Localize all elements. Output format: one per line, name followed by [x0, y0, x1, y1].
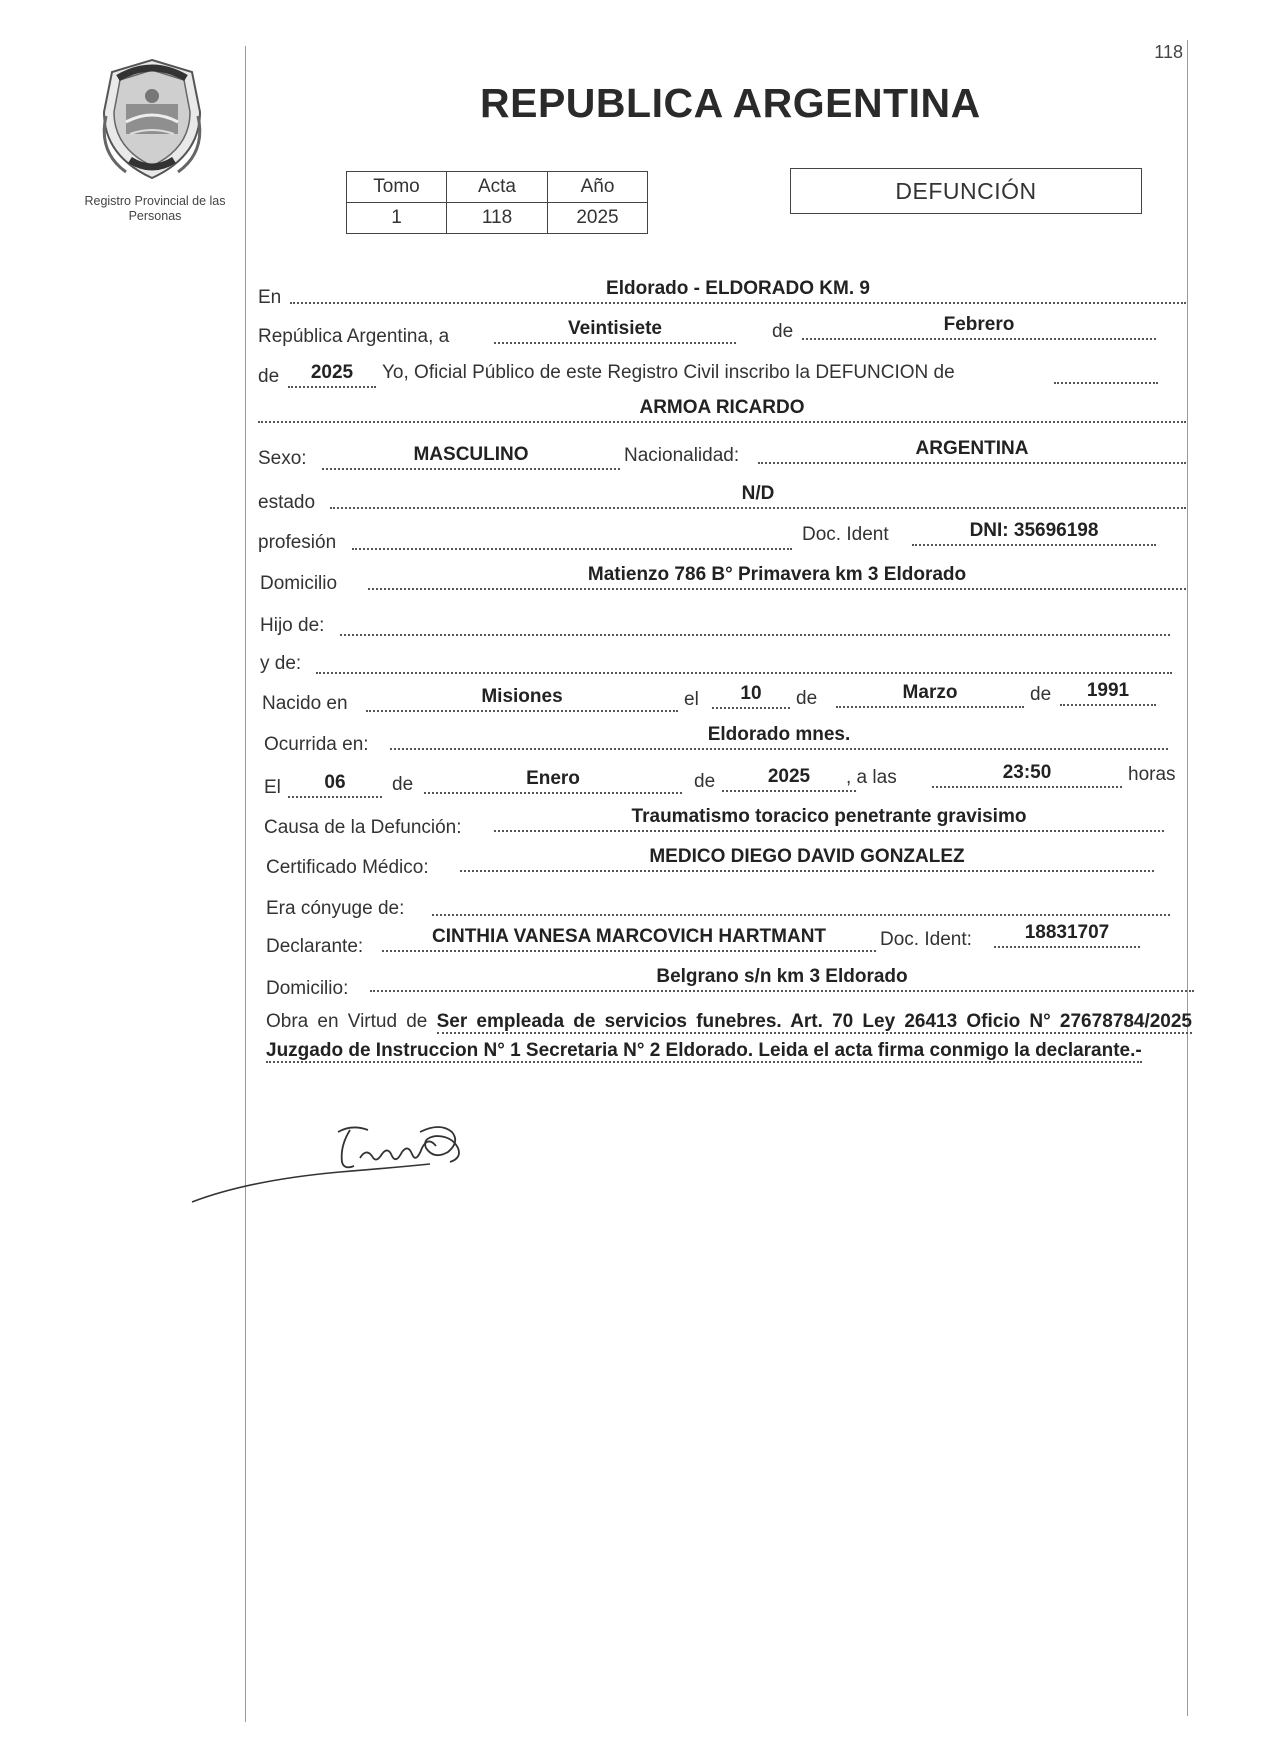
field-fallec-dia: 06 — [288, 772, 382, 798]
label-de-3: de — [796, 688, 818, 709]
label-obra-en-virtud: Obra en Virtud de — [266, 1011, 428, 1032]
signature-icon — [190, 1118, 510, 1214]
left-margin-line — [245, 46, 246, 1722]
header-anio: Año — [548, 172, 648, 203]
label-nacido-en: Nacido en — [262, 693, 348, 714]
field-dia-letras: Veintisiete — [494, 318, 736, 344]
field-doc-ident: DNI: 35696198 — [912, 520, 1156, 546]
field-nombre: ARMOA RICARDO — [258, 397, 1186, 423]
record-table-header-row — [347, 172, 648, 203]
field-causa: Traumatismo toracico penetrante gravisimo — [494, 806, 1164, 832]
label-yo-oficial: Yo, Oficial Público de este Registro Civil inscribo la DEFUNCION de — [382, 362, 955, 383]
label-republica: República Argentina, a — [258, 326, 450, 347]
value-tomo: 1 — [347, 203, 447, 234]
field-domicilio: Matienzo 786 B° Primavera km 3 Eldorado — [368, 564, 1186, 590]
header-tomo: Tomo — [347, 172, 447, 203]
field-fallec-anio: 2025 — [722, 766, 856, 792]
field-hijo-de — [340, 610, 1170, 636]
label-hijo-de: Hijo de: — [260, 615, 325, 636]
provincial-seal-icon — [96, 56, 208, 182]
label-doc-ident: Doc. Ident — [802, 524, 889, 545]
value-anio: 2025 — [548, 203, 648, 234]
label-de-2: de — [258, 366, 280, 387]
field-nacido-en: Misiones — [366, 686, 678, 712]
field-declarante-domicilio: Belgrano s/n km 3 Eldorado — [370, 966, 1194, 992]
field-certificado: MEDICO DIEGO DAVID GONZALEZ — [460, 846, 1154, 872]
label-de-6: de — [694, 771, 716, 792]
label-ocurrida-en: Ocurrida en: — [264, 734, 369, 755]
field-obra-en-virtud: Ser empleada de servicios funebres. Art. 70 Ley 26413 Oficio N° 27678784/2025 Juzgado de Instruccion N° 1 Secretaria N° 2 Eldorado. Leida el acta firma conmigo la declarante.- — [266, 1011, 1193, 1061]
field-nacido-mes: Marzo — [836, 682, 1024, 708]
label-certificado: Certificado Médico: — [266, 857, 429, 878]
label-domicilio-2: Domicilio: — [266, 978, 349, 999]
field-nacido-anio: 1991 — [1060, 680, 1156, 706]
label-causa: Causa de la Defunción: — [264, 817, 462, 838]
field-nacido-dia: 10 — [712, 683, 790, 709]
field-lugar: Eldorado - ELDORADO KM. 9 — [290, 278, 1186, 304]
label-de-5: de — [392, 774, 414, 795]
page-title: REPUBLICA ARGENTINA — [480, 80, 981, 126]
registry-caption: Registro Provincial de las Personas — [84, 194, 226, 223]
label-conyuge: Era cónyuge de: — [266, 898, 405, 919]
label-doc-ident-2: Doc. Ident: — [880, 929, 972, 950]
label-profesion: profesión — [258, 532, 337, 553]
label-en: En — [258, 287, 282, 308]
label-el-2: El — [264, 777, 281, 798]
header-acta: Acta — [447, 172, 548, 203]
field-estado: N/D — [330, 483, 1186, 509]
field-fallec-mes: Enero — [424, 768, 682, 794]
label-el-1: el — [684, 689, 699, 710]
label-domicilio: Domicilio — [260, 573, 338, 594]
field-ocurrida-en: Eldorado mnes. — [390, 724, 1168, 750]
field-y-de — [316, 648, 1172, 674]
label-sexo: Sexo: — [258, 448, 307, 469]
record-table — [346, 171, 648, 234]
field-profesion — [352, 524, 792, 550]
field-declarante: CINTHIA VANESA MARCOVICH HARTMANT — [382, 926, 876, 952]
field-declarante-doc: 18831707 — [994, 922, 1140, 948]
field-nacionalidad: ARGENTINA — [758, 438, 1186, 464]
label-horas: horas — [1128, 764, 1176, 785]
label-a-las: , a las — [846, 767, 897, 788]
page-number: 118 — [1154, 42, 1183, 62]
value-acta: 118 — [447, 203, 548, 234]
field-anio: 2025 — [288, 362, 376, 388]
label-y-de: y de: — [260, 653, 302, 674]
record-type-box: DEFUNCIÓN — [790, 168, 1142, 214]
label-de-4: de — [1030, 684, 1052, 705]
field-fallec-hora: 23:50 — [932, 762, 1122, 788]
field-conyuge — [432, 890, 1170, 916]
right-margin-line — [1187, 40, 1188, 1716]
field-blank-after-defuncion — [1054, 358, 1158, 384]
label-de-1: de — [772, 321, 794, 342]
field-mes: Febrero — [802, 314, 1156, 340]
field-sexo: MASCULINO — [322, 444, 620, 470]
record-table-value-row — [347, 203, 648, 234]
label-estado: estado — [258, 492, 316, 513]
label-nacionalidad: Nacionalidad: — [624, 445, 740, 466]
reason-block — [266, 1007, 1192, 1065]
label-declarante: Declarante: — [266, 936, 364, 957]
